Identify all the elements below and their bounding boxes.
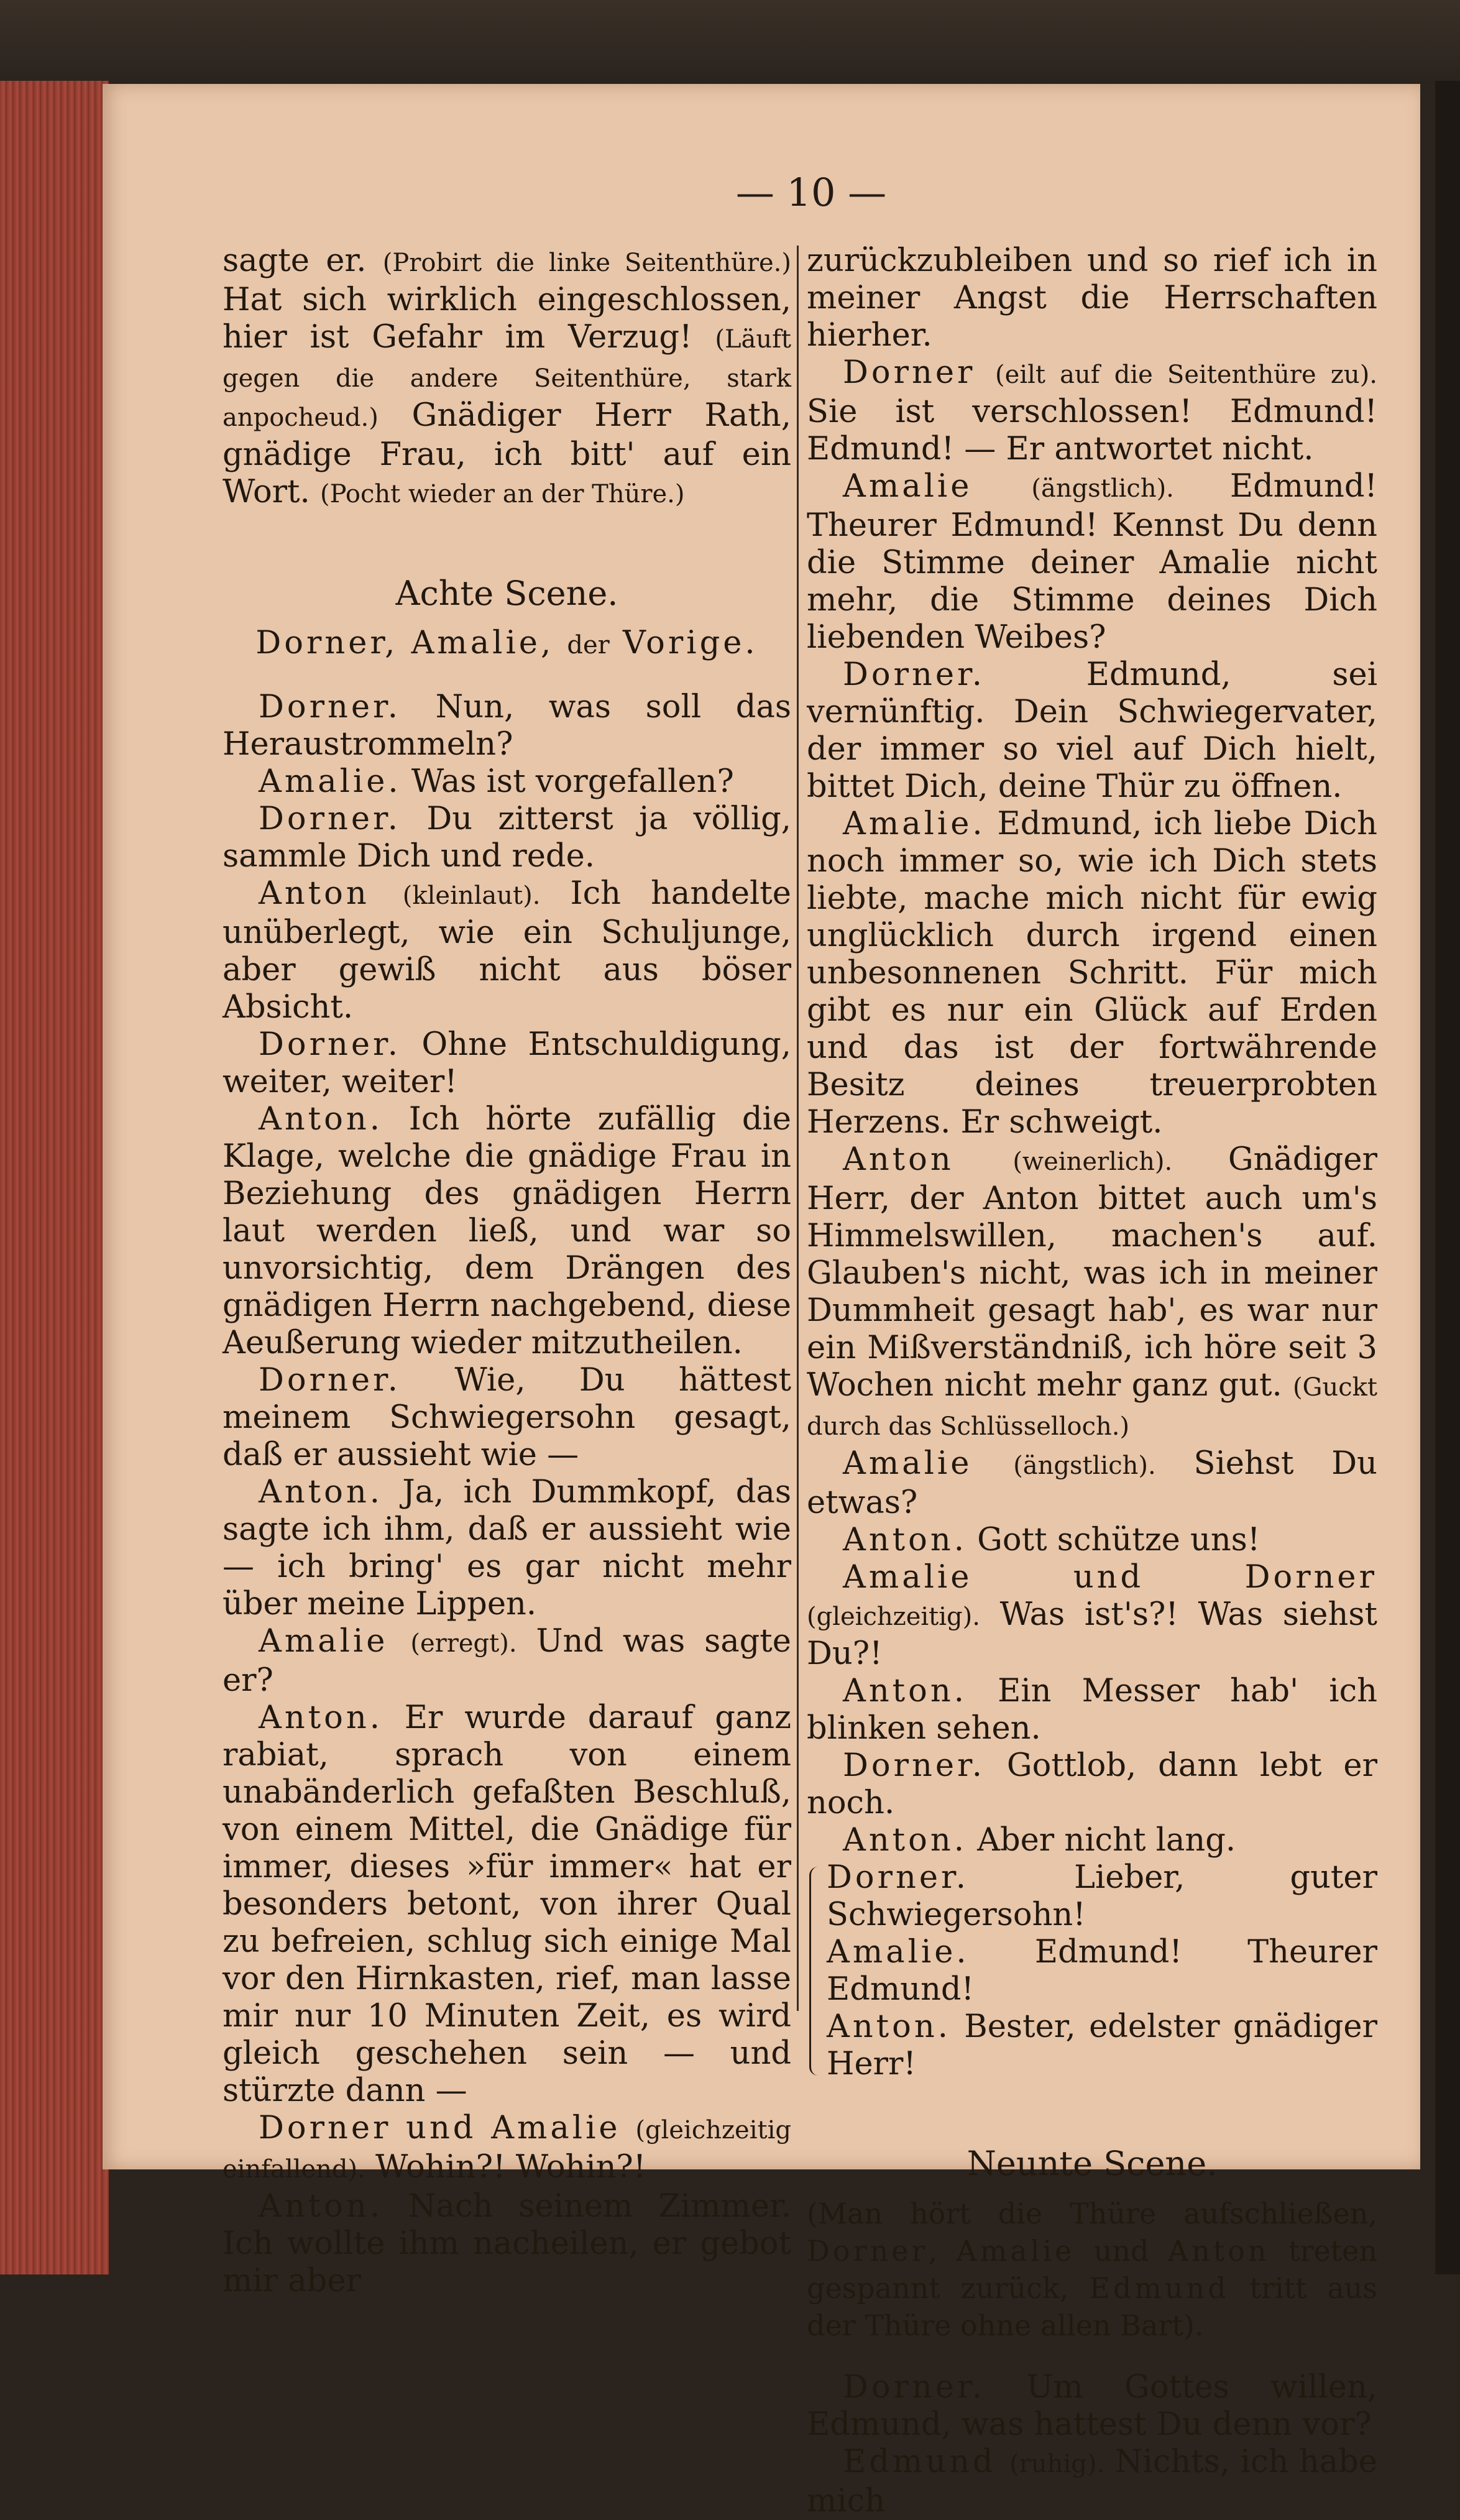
stage-direction: (gleichzeitig).: [807, 1603, 980, 1631]
speaker: Anton.: [259, 1474, 383, 1511]
book-cover-top: [0, 0, 1460, 84]
speech-text: Ohne Entschuldigung, weiter, weiter!: [223, 1026, 791, 1100]
speaker: Amalie und Dorner: [843, 1559, 1377, 1596]
paragraph: [807, 656, 1377, 806]
paragraph: [223, 801, 791, 875]
paragraph: [807, 806, 1377, 1141]
speech-text: Ich handelte unüberlegt, wie ein Schuljunge, aber gewiß nicht aus böser Absicht.: [223, 875, 791, 1026]
speech-text: Er wurde darauf ganz rabiat, sprach von einem unabänderlich gefaßten Beschluß, von einem Mittel, die Gnädige für immer, dieses »für immer« hat er besonders betont, von ihrer Qual zu befreien, schlug sich einige Mal vor den Hirnkasten, rief, man lasse mir nur 10 Minuten Zeit, es wird gleich geschehen sein — und stürzte dann —: [223, 1699, 791, 2109]
speaker: Dorner und Amalie: [259, 2110, 636, 2146]
book-cover-right: [1435, 81, 1460, 2274]
stage-direction: (Pocht wieder an der Thüre.): [319, 480, 685, 508]
paragraph: [827, 1859, 1377, 1934]
stage-text: ,: [928, 2234, 957, 2268]
speech-text: Siehst Du etwas?: [807, 1445, 1377, 1521]
paragraph: [223, 875, 791, 1026]
stage-direction: (Läuft gegen die andere Seitenthüre, stark anpocheud.): [223, 325, 791, 432]
speaker: Anton: [259, 875, 403, 912]
book-page-edges: [0, 81, 109, 2274]
speaker: Dorner.: [259, 1362, 401, 1399]
speech-text: Sie ist verschlossen! Edmund! Edmund! — Er antwortet nicht.: [807, 393, 1377, 467]
stage-text: treten gespannt zurück,: [807, 2234, 1378, 2305]
speech-text: Und was sagte er?: [223, 1623, 791, 1699]
speech-text: Gnädiger Herr, der Anton bittet auch um's Himmelswillen, machen's auf. Glauben's nicht, was ich in meiner Dummheit gesagt hab', es war nur ein Mißverständniß, ich höre seit 3 Wochen nicht mehr ganz gut.: [807, 1141, 1377, 1404]
speech-text: Lieber, guter Schwiegersohn!: [827, 1859, 1377, 1933]
speaker: Dorner: [843, 354, 996, 391]
cast-names: Dorner, Amalie,: [255, 625, 567, 661]
paragraph: [807, 2369, 1377, 2444]
speaker: Amalie.: [259, 763, 402, 800]
speaker: Anton.: [259, 1699, 383, 1736]
character-name: Edmund: [1089, 2271, 1229, 2305]
paragraph: [807, 354, 1377, 468]
speech-text: Hat sich wirklich eingeschlossen, hier ist Gefahr im Verzug!: [223, 282, 791, 356]
speech-text: Bester, edelster gnädiger Herr!: [827, 2008, 1377, 2082]
speaker: Amalie: [843, 468, 1032, 505]
paragraph: [807, 468, 1377, 656]
paragraph: [807, 1747, 1377, 1822]
character-name: Dorner: [807, 2234, 929, 2268]
paragraph: [827, 1934, 1377, 2008]
stage-text: tritt aus der Thüre ohne allen Bart).: [807, 2271, 1377, 2342]
paragraph: [223, 1362, 791, 1474]
paragraph: [807, 1559, 1377, 1673]
cast-names: Vorige.: [609, 625, 758, 661]
speech-text: Ein Messer hab' ich blinken sehen.: [807, 1673, 1377, 1747]
speech-text: Edmund, sei vernünftig. Dein Schwiegervater, der immer so viel auf Dich hielt, bittet Dich, deine Thür zu öffnen.: [807, 656, 1377, 805]
speaker: Anton.: [827, 2008, 951, 2045]
speech-text: Was ist vorgefallen?: [401, 763, 734, 800]
speech-text: Nun, was soll das Heraustrommeln?: [223, 689, 791, 763]
stage-direction: (Probirt die linke Seitenthüre.): [382, 249, 791, 277]
speaker: Amalie.: [827, 1934, 970, 1970]
paragraph: [223, 763, 791, 801]
stage-direction: (kleinlaut).: [402, 881, 541, 910]
stage-direction: (ruhig).: [1009, 2450, 1105, 2478]
speech-text: sagte er.: [223, 242, 383, 279]
paragraph: [223, 2188, 791, 2300]
speech-text: Du zitterst ja völlig, sammle Dich und rede.: [223, 801, 791, 875]
character-name: Amalie: [956, 2234, 1075, 2268]
stage-direction: (Guckt durch das Schlüsselloch.): [807, 1373, 1377, 1441]
stage-direction: (ängstlich).: [1013, 1451, 1156, 1480]
speech-text: Nach seinem Zimmer. Ich wollte ihm nacheilen, er gebot mir aber: [223, 2188, 791, 2299]
paragraph: [807, 1822, 1377, 1859]
right-column: [807, 242, 1378, 2519]
speech-text: Wie, Du hättest meinem Schwiegersohn gesagt, daß er aussieht wie —: [223, 1362, 791, 1473]
scene-cast: [223, 625, 791, 664]
speaker: Dorner.: [259, 689, 401, 725]
speech-text: Ich hörte zufällig die Klage, welche die gnädige Frau in Beziehung des gnädigen Herrn laut werden ließ, und war so unvorsichtig, dem Drängen des gnädigen Herrn nachgebend, diese Aeußerung wieder mitzutheilen.: [223, 1101, 791, 1361]
stage-direction: (erregt).: [410, 1629, 517, 1658]
speaker: Dorner.: [843, 1747, 985, 1784]
speaker: Dorner.: [843, 656, 985, 693]
speaker: Anton.: [843, 1822, 967, 1859]
page-number: — 10 —: [735, 170, 887, 215]
speaker: Edmund: [843, 2444, 1010, 2480]
paragraph: [223, 1474, 791, 1623]
paragraph: [223, 1101, 791, 1362]
speech-text: Edmund! Theurer Edmund!: [827, 1934, 1377, 2008]
character-name: Anton: [1167, 2234, 1270, 2268]
paragraph: [807, 1141, 1377, 1445]
paragraph: [807, 1522, 1377, 1559]
speaker: Dorner.: [827, 1859, 969, 1896]
speech-text: Wohin?! Wohin?!: [365, 2149, 646, 2186]
stage-direction: (ängstlich).: [1031, 474, 1174, 503]
stage-direction: (eilt auf die Seitenthüre zu).: [995, 361, 1378, 389]
left-column: [223, 242, 791, 2299]
speech-text: Gott schütze uns!: [966, 1522, 1260, 1558]
scene-title: Achte Scene.: [395, 574, 618, 613]
spacer: [807, 2344, 1377, 2369]
stage-direction: (gleichzeitig einfallend).: [223, 2116, 791, 2184]
column-divider: [797, 246, 799, 2011]
speech-text: Aber nicht lang.: [966, 1822, 1236, 1859]
speech-text: Gottlob, dann lebt er noch.: [807, 1747, 1377, 1821]
speaker: Anton.: [843, 1522, 967, 1558]
paragraph: [223, 2110, 791, 2188]
speaker: Amalie: [843, 1445, 1014, 1482]
speaker: Anton.: [259, 1101, 383, 1138]
stage-text: und: [1075, 2234, 1168, 2268]
paragraph: [223, 1699, 791, 2110]
scene-title: Neunte Scene.: [966, 2144, 1218, 2183]
paragraph: [827, 2008, 1377, 2083]
speaker: Dorner.: [843, 2369, 985, 2406]
speaker: Anton.: [843, 1673, 967, 1709]
speech-text: Nichts, ich habe mich: [807, 2444, 1377, 2519]
paragraph: [223, 689, 791, 763]
speech-text: Edmund! Theurer Edmund! Kennst Du denn die Stimme deiner Amalie nicht mehr, die Stimme deines Dich liebenden Weibes?: [807, 468, 1377, 656]
paragraph: [223, 1026, 791, 1101]
speech-text: Gnädiger Herr Rath, gnädige Frau, ich bitt' auf ein Wort.: [223, 397, 791, 510]
speaker: Anton.: [259, 2188, 383, 2225]
paragraph: zurückzubleiben und so rief ich in meiner Angst die Herrschaften hierher.: [807, 242, 1377, 354]
stage-direction: (weinerlich).: [1012, 1147, 1173, 1176]
speaker: Dorner.: [259, 801, 401, 837]
speaker: Amalie.: [843, 806, 986, 842]
speaker: Amalie: [259, 1623, 411, 1660]
paragraph: [223, 1623, 791, 1699]
paragraph: [807, 2444, 1377, 2520]
paragraph: [807, 1445, 1377, 1522]
speech-text: Um Gottes willen, Edmund, was hattest Du denn vor?: [807, 2369, 1377, 2443]
stage-direction: [807, 2195, 1377, 2344]
cast-article: der: [567, 631, 610, 660]
speech-text: Edmund, ich liebe Dich noch immer so, wie ich Dich stets liebte, mache mich nicht für ewig unglücklich durch irgend einen unbesonnenen Schritt. Für mich gibt es nur ein Glück auf Erden und das ist der fortwährende Besitz deines treuerprobten Herzens. Er schweigt.: [807, 806, 1377, 1141]
speaker: Anton: [843, 1141, 1013, 1178]
speech-text: Was ist's?! Was siehst Du?!: [807, 1596, 1377, 1672]
stage-text: (Man hört die Thüre aufschließen,: [807, 2197, 1377, 2230]
speaker: Dorner.: [259, 1026, 401, 1063]
paragraph: [807, 1673, 1377, 1747]
speech-text: Ja, ich Dummkopf, das sagte ich ihm, daß er aussieht wie — ich bring' es gar nicht mehr über meine Lippen.: [223, 1474, 791, 1622]
paragraph: [223, 242, 791, 513]
simultaneous-lines: [807, 1859, 1377, 2083]
